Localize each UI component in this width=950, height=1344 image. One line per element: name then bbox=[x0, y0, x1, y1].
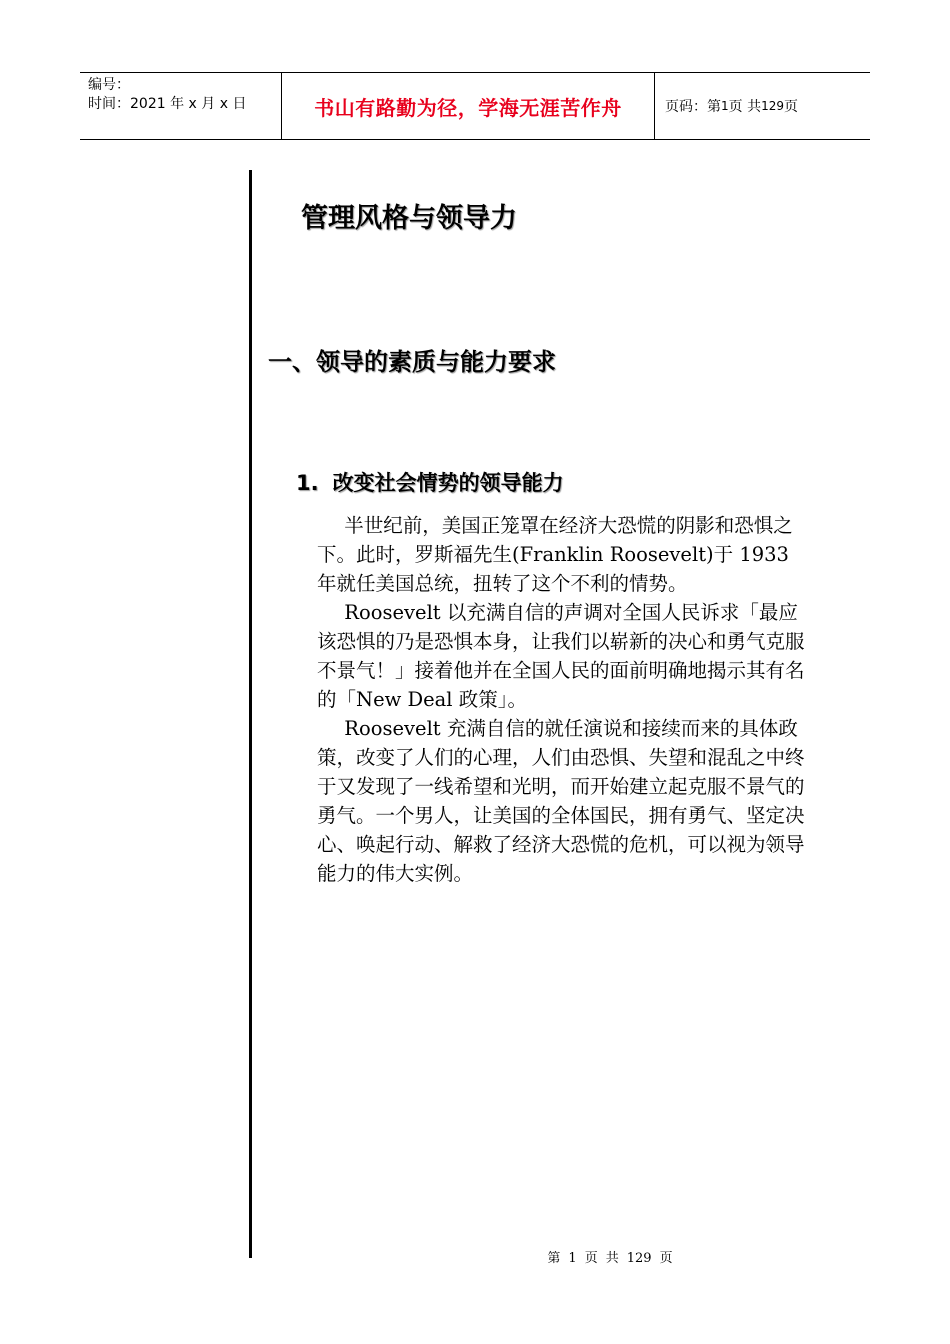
footer-mid2: 共 bbox=[605, 1251, 619, 1266]
body-text bbox=[317, 511, 807, 888]
page-suffix: 页 bbox=[784, 99, 798, 115]
header-page-info bbox=[655, 73, 870, 139]
paragraph-3: Roosevelt 充满自信的就任演说和接续而来的具体政策，改变了人们的心理，人们由恐惧、失望和混乱之中终于又发现了一线希望和光明，而开始建立起克服不景气的勇气。一个男人，让美国的全体国民，拥有勇气、坚定决心、唤起行动、解救了经济大恐慌的危机，可以视为领导能力的伟大实例。 bbox=[317, 717, 805, 885]
time-line bbox=[88, 95, 281, 114]
page-total: 129 bbox=[761, 99, 784, 113]
footer-suffix: 页 bbox=[659, 1251, 673, 1266]
section-title: 一、领导的素质与能力要求 bbox=[268, 348, 556, 376]
subsection-title bbox=[296, 467, 564, 497]
time-value: 2021 年 x 月 x 日 bbox=[130, 96, 247, 112]
page-prefix: 第 bbox=[707, 99, 721, 115]
page-current: 1 bbox=[721, 99, 729, 113]
page-mid: 页 共 bbox=[728, 99, 762, 115]
document-title: 管理风格与领导力 bbox=[301, 203, 517, 234]
header-motto: 书山有路勤为径，学海无涯苦作舟 bbox=[281, 73, 655, 139]
footer-total: 129 bbox=[626, 1251, 652, 1266]
paragraph-1: 半世纪前，美国正笼罩在经济大恐慌的阴影和恐惧之下。此时，罗斯福先生(Franklin Roosevelt)于 1933 年就任美国总统，扭转了这个不利的情势。 bbox=[317, 514, 793, 595]
page-header bbox=[80, 72, 870, 140]
page-label: 页码： bbox=[665, 99, 707, 115]
footer-mid1: 页 bbox=[584, 1251, 598, 1266]
footer-prefix: 第 bbox=[547, 1251, 561, 1266]
footer-current: 1 bbox=[568, 1251, 577, 1266]
paragraph-2: Roosevelt 以充满自信的声调对全国人民诉求「最应该恐惧的乃是恐惧本身，让我们以崭新的决心和勇气克服不景气！」接着他并在全国人民的面前明确地揭示其有名的「New Deal 政策」。 bbox=[317, 601, 805, 711]
subsection-text: 改变社会情势的领导能力 bbox=[332, 471, 564, 495]
header-meta bbox=[80, 73, 281, 139]
number-label: 编号： bbox=[88, 77, 130, 93]
page-footer bbox=[0, 1247, 950, 1266]
margin-rule bbox=[249, 170, 252, 1258]
time-label: 时间： bbox=[88, 96, 130, 112]
subsection-number: 1. bbox=[296, 471, 319, 495]
